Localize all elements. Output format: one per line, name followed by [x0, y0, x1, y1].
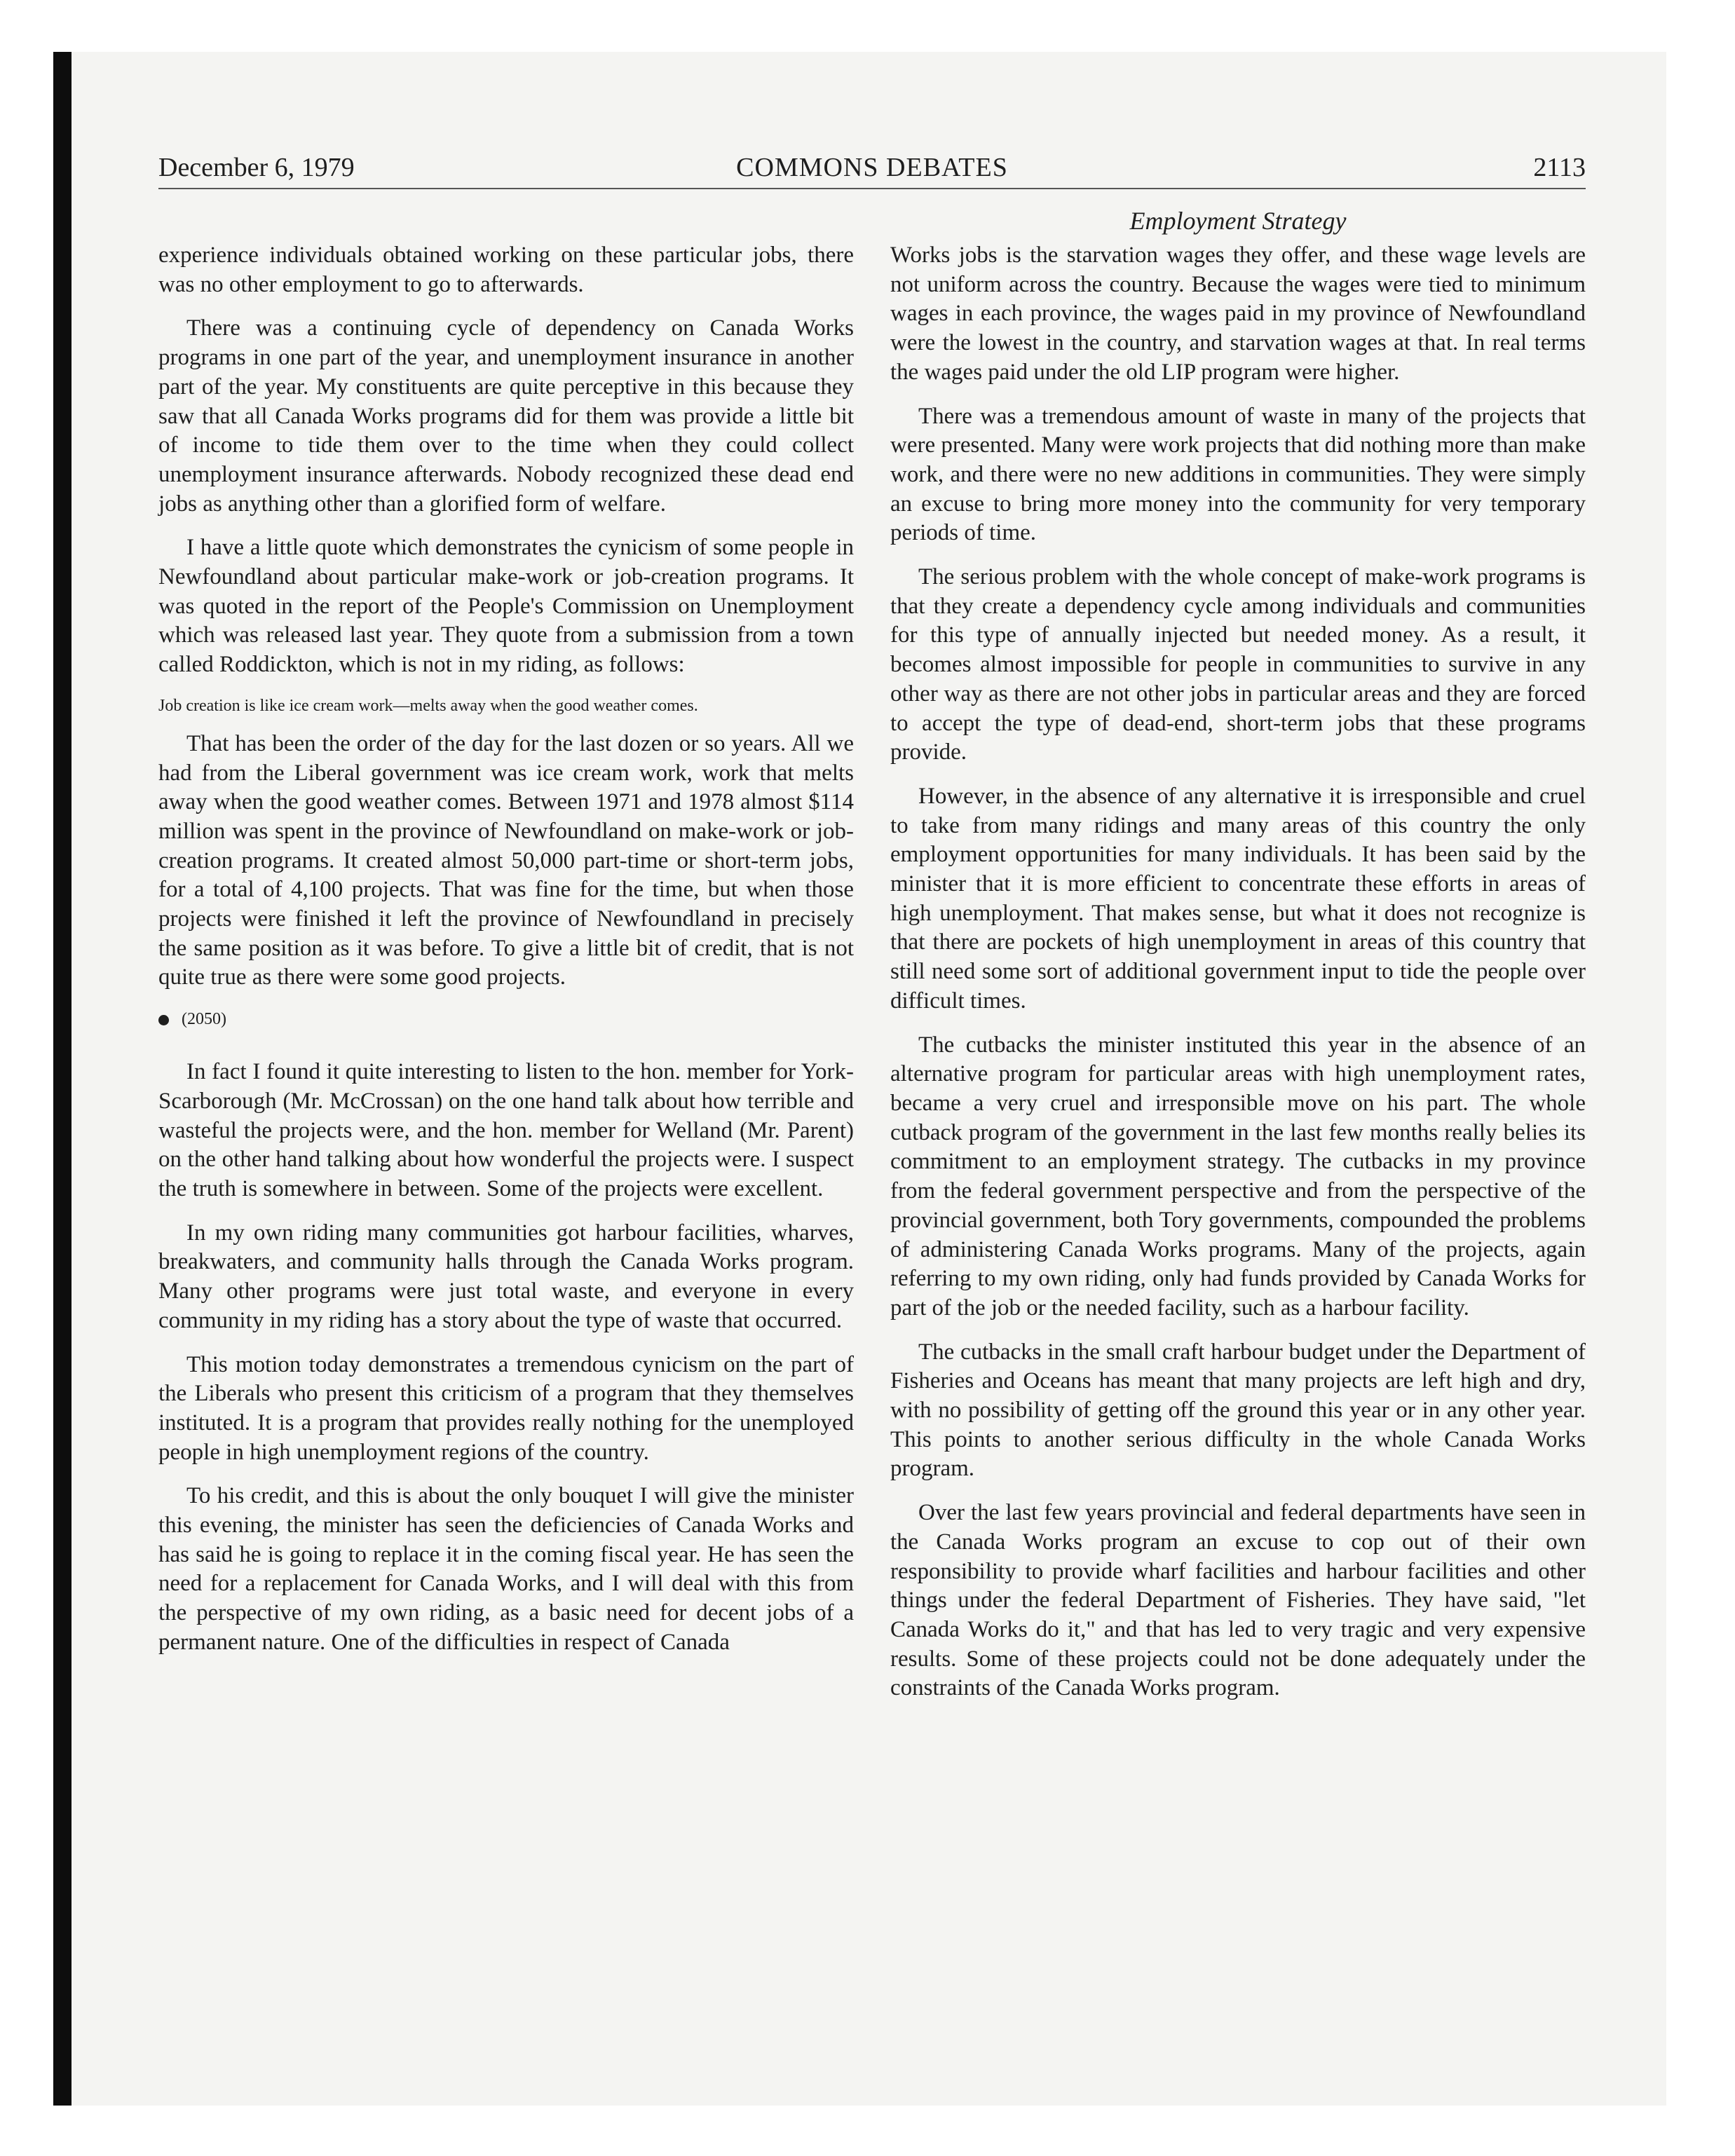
paragraph-continuation — [158, 241, 854, 299]
paragraph-text: (2050) — [182, 1010, 226, 1029]
paragraph-text: I have a little quote which demonstrates the cynicism of some people in Newfoundland about particular make-work or job-creation programs. It was quoted in the report of the People's Commission on Unemployment which was released last year. They quote from a submission from a town called Roddickton, which is not in my riding, as follows: — [158, 535, 854, 678]
page-number: 2113 — [1533, 153, 1586, 182]
paragraph — [158, 1058, 854, 1204]
block-quote — [158, 695, 854, 717]
paragraph-text: The serious problem with the whole concept of make-work programs is that they create a dependency cycle among individuals and communities for this type of annually injected but needed money. As a result, it becomes almost impossible for people in communities to survive in any other way as there are not other jobs in particular areas and they are forced to accept the type of dead-end, short-term jobs that these programs provide. — [890, 564, 1586, 765]
bullet-icon — [158, 1015, 169, 1025]
paragraph-text: That has been the order of the day for the last dozen or so years. All we had from the Liberal government was ice cream work, work that melts away when the good weather comes. Between 1971 and 1978 almost $114 million was spent in the province of Newfoundland on make-work or job-creation programs. It created almost 50,000 part-time or short-term jobs, for a total of 4,100 projects. That was fine for the time, but when those projects were finished it left the province of Newfoundland in precisely the same position as it was before. To give a little bit of credit, that is not quite true as there were some good projects. — [158, 730, 854, 990]
paragraph-text: Works jobs is the starvation wages they offer, and these wage levels are not uniform across the country. Because the wages were tied to minimum wages in each province, the wages paid in my province of Newfoundland were the lowest in the country, and starvation wages at that. In real terms the wages paid under the old LIP program were higher. — [890, 243, 1586, 385]
scan-edge — [53, 52, 72, 2106]
paragraph — [890, 1499, 1586, 1703]
paragraph-text: experience individuals obtained working on these particular jobs, there was no other employment to go to afterwards. — [158, 243, 854, 297]
paragraph — [158, 730, 854, 992]
paragraph-text: There was a tremendous amount of waste in many of the projects that were presented. Many were work projects that did nothing more than make work, and there were no new additions in communities. They were simply an excuse to bring more money into the community for very temporary periods of time. — [890, 403, 1586, 546]
paragraph — [158, 1351, 854, 1468]
header-date: December 6, 1979 — [158, 153, 355, 182]
paragraph — [158, 1219, 854, 1336]
paragraph-text: Over the last few years provincial and federal departments have seen in the Canada Works program an excuse to cop out of their own responsibility to provide wharf facilities and harbour facilities and other things under the federal Department of Fisheries. They have said, "let Canada Works do it," and that has led to very tragic and very expensive results. Some of these projects could not be done adequately under the constraints of the Canada Works program. — [890, 1500, 1586, 1701]
paragraph-text: Job creation is like ice cream work—melts away when the good weather comes. — [158, 696, 698, 715]
paragraph — [890, 1338, 1586, 1485]
paragraph — [890, 1031, 1586, 1323]
paragraph-text: To his credit, and this is about the only bouquet I will give the minister this evening, the minister has seen the deficiencies of Canada Works and has said he is going to replace it in the coming fiscal year. He has seen the need for a replacement for Canada Works, and I will deal with this from the perspective of my own riding, as a basic need for decent jobs of a permanent nature. One of the difficulties in respect of Canada — [158, 1483, 854, 1655]
paragraph — [158, 314, 854, 519]
right-column — [890, 241, 1586, 1718]
paragraph-text: The cutbacks the minister instituted this year in the absence of an alternative program for particular areas with high unemployment rates, became a very cruel and irresponsible move on his part. The whole cutback program of the government in the last few months really belies its commitment to an employment strategy. The cutbacks in my province from the federal government perspective and from the perspective of the provincial government, both Tory governments, compounded the problems of administering Canada Works programs. Many of the projects, again referring to my own riding, only had funds provided by Canada Works for part of the job or the needed facility, such as a harbour facility. — [890, 1032, 1586, 1321]
paragraph — [890, 402, 1586, 549]
paragraph-text: There was a continuing cycle of dependency on Canada Works programs in one part of the year, and unemployment insurance in another part of the year. My constituents are quite perceptive in this because they saw that all Canada Works programs did for them was provide a little bit of income to tide them over to the time when they could collect unemployment insurance afterwards. Nobody recognized these dead end jobs as anything other than a glorified form of welfare. — [158, 315, 854, 517]
paragraph-text: In my own riding many communities got harbour facilities, wharves, breakwaters, and community halls through the Canada Works program. Many other programs were just total waste, and everyone in every community in my riding has a story about the type of waste that occurred. — [158, 1220, 854, 1333]
time-marker — [158, 1007, 854, 1031]
paragraph-continuation — [890, 241, 1586, 388]
paragraph — [158, 1482, 854, 1657]
paragraph-text: The cutbacks in the small craft harbour budget under the Department of Fisheries and Oceans has meant that many projects are left high and dry, with no possibility of getting off the ground this year or in any other year. This points to another serious difficulty in the whole Canada Works program. — [890, 1339, 1586, 1482]
paragraph — [158, 533, 854, 680]
paragraph — [890, 782, 1586, 1016]
left-column — [158, 241, 854, 1672]
paragraph — [890, 563, 1586, 767]
paragraph-text: In fact I found it quite interesting to listen to the hon. member for York-Scarborough (Mr. McCrossan) on the one hand talk about how terrible and wasteful the projects were, and the hon. member for Welland (Mr. Parent) on the other hand talking about how wonderful the projects were. I suspect the truth is somewhere in between. Some of the projects were excellent. — [158, 1059, 854, 1201]
paragraph-text: However, in the absence of any alternative it is irresponsible and cruel to take from many ridings and many areas of this country the only employment opportunities for many individuals. It has been said by the minister that it is more efficient to concentrate these efforts in areas of high unemployment. That makes sense, but what it does not recognize is that there are pockets of high unemployment in areas of this country that still need some sort of additional government input to tide the people over difficult times. — [890, 783, 1586, 1014]
subject-heading: Employment Strategy — [1129, 207, 1347, 235]
header-title: COMMONS DEBATES — [736, 153, 1008, 182]
paragraph-text: This motion today demonstrates a tremendous cynicism on the part of the Liberals who present this criticism of a program that they themselves instituted. It is a program that provides really nothing for the unemployed people in high unemployment regions of the country. — [158, 1351, 854, 1465]
running-header — [158, 150, 1586, 189]
